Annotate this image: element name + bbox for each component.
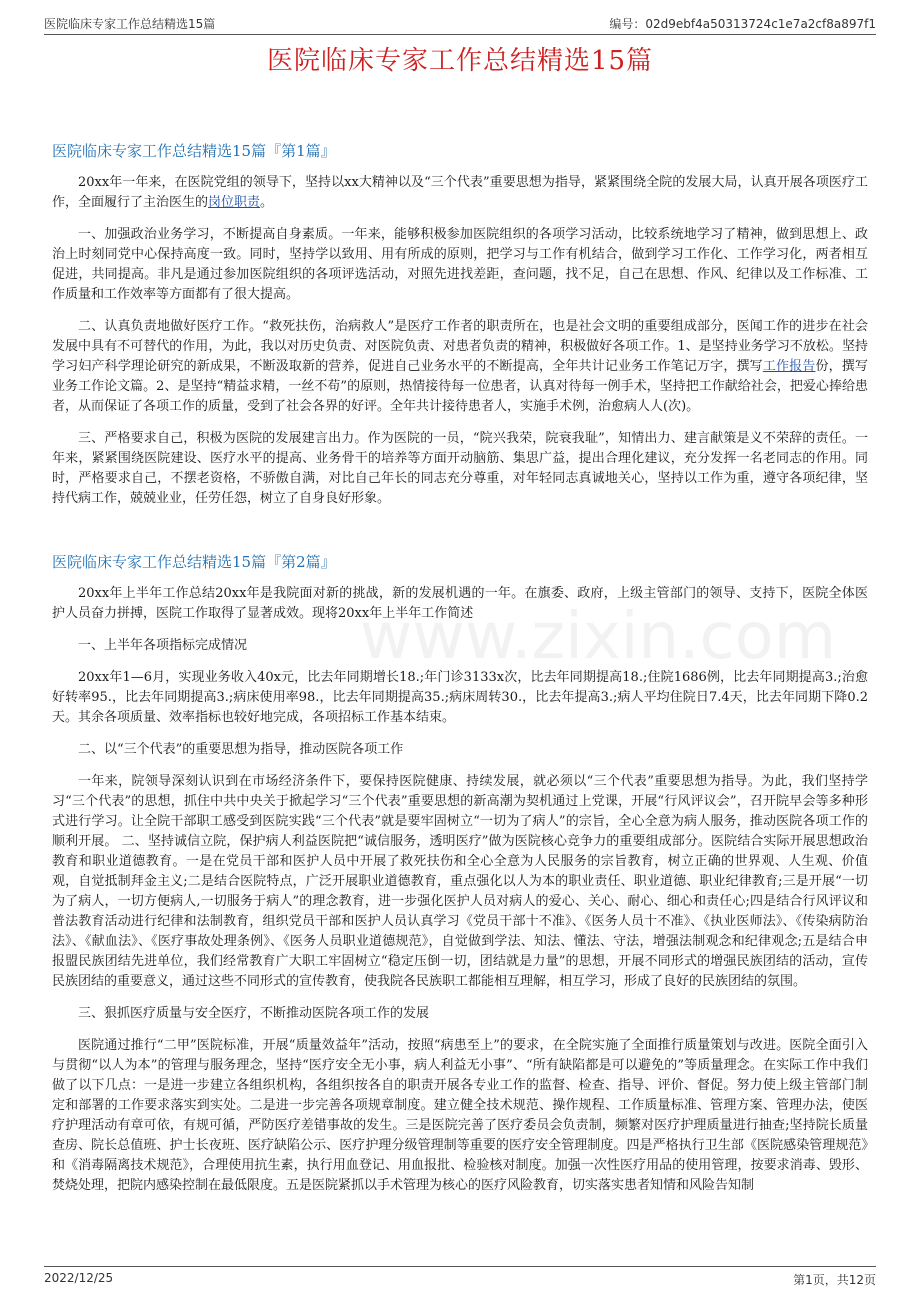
section-2-paragraph-6: 三、狠抓医疗质量与安全医疗，不断推动医院各项工作的发展 bbox=[78, 1006, 430, 1021]
section-2-heading: 医院临床专家工作总结精选15篇『第2篇』 bbox=[52, 553, 336, 571]
section-1-heading: 医院临床专家工作总结精选15篇『第1篇』 bbox=[52, 142, 336, 160]
section-2-paragraph-4: 二、以“三个代表”的重要思想为指导，推动医院各项工作 bbox=[78, 742, 404, 757]
section-1-paragraph-3-text-a: 二、认真负责地做好医疗工作。“救死扶伤，治病救人”是医疗工作者的职责所在，也是社会文明的重要组成部分，医闻工作的进步在社会发展中具有不可替代的作用，为此，我以对历史负责、对医院负责、对患者负责的精神，积极做好各项工作。1、是坚持业务学习不放松。坚持学习妇产科学理论研究的新成果，不断汲取新的营养，促进自己业务水平的不断提高，全年共计记业务工作笔记万字，撰写 bbox=[52, 319, 868, 374]
footer-page-number: 第1页，共12页 bbox=[793, 1273, 876, 1287]
section-2-paragraph-1: 20xx年上半年工作总结20xx年是我院面对新的挑战，新的发展机遇的一年。在旗委、政府，上级主管部门的领导、支持下，医院全体医护人员奋力拼搏，医院工作取得了显著成效。现将20xx年上半年工作简述 bbox=[52, 586, 868, 621]
section-1-paragraph-1-text-b: 。 bbox=[260, 195, 274, 210]
header-doc-code bbox=[609, 15, 876, 32]
header-code-label: 编号： bbox=[609, 17, 646, 31]
header-code-value: 02d9ebf4a50313724c1e7a2cf8a897f1 bbox=[645, 17, 876, 31]
section-1-paragraph-1 bbox=[52, 173, 868, 213]
section-1-paragraph-1-text-a: 20xx年一年来，在医院党组的领导下，坚持以xx大精神以及“三个代表”重要思想为指导，紧紧围绕全院的发展大局，认真开展各项医疗工作，全面履行了主治医生的 bbox=[52, 175, 868, 210]
section-2-paragraph-7: 医院通过推行“二甲”医院标准，开展“质量效益年”活动，按照“病患至上”的要求，在全院实施了全面推行质量策划与改进。医院全面引入与贯彻“以人为本”的管理与服务理念，坚持“医疗安全无小事，病人利益无小事”、“所有缺陷都是可以避免的”等质量理念。在实际工作中我们做了以下几点：一是进一步建立各组织机构，各组织按各自的职责开展各专业工作的监督、检查、指导、评价、督促。努力使上级主管部门制定和部署的工作要求落实到实处。二是进一步完善各项规章制度。建立健全技术规范、操作规程、工作质量标准、管理方案、管理办法，使医疗护理活动有章可依，有规可循，严防医疗差错事故的发生。三是医院完善了医疗委员会负责制，频繁对医疗护理质量进行抽查;坚持院长质量查房、院长总值班、护士长夜班、医疗缺陷公示、医疗护理分级管理制等重要的医疗安全管理制度。四是严格执行卫生部《医院感染管理规范》和《消毒隔离技术规范》，合理使用抗生素，执行用血登记、用血报批、检验核对制度。加强一次性医疗用品的使用管理，按要求消毒、毁形、焚烧处理，把院内感染控制在最低限度。五是医院紧抓以手术管理为核心的医疗风险教育，切实落实患者知情和风险告知制 bbox=[52, 1038, 868, 1193]
link-job-duties[interactable]: 岗位职责 bbox=[208, 195, 261, 210]
section-2-paragraph-5: 一年来，院领导深刻认识到在市场经济条件下，要保持医院健康、持续发展，就必须以“三个代表”重要思想为指导。为此，我们坚持学习“三个代表”的思想，抓住中共中央关于掀起学习“三个代表”重要思想的新高潮为契机通过上党课，开展“行风评议会”，召开院早会等多种形式进行学习。让全院干部职工感受到医院实践“三个代表”就是要牢固树立“一切为了病人”的宗旨，全心全意为病人服务，推动医院各项工作的顺利开展。 二、坚持诚信立院，保护病人利益医院把“诚信服务，透明医疗”做为医院核心竞争力的重要组成部分。医院结合实际开展思想政治教育和职业道德教育。一是在党员干部和医护人员中开展了救死扶伤和全心全意为人民服务的宗旨教育，树立正确的世界观、人生观、价值观，自觉抵制拜金主义;二是结合医院特点，广泛开展职业道德教育，重点强化以人为本的职业责任、职业道德、职业纪律教育;三是开展“一切为了病人，一切方便病人,一切服务于病人”的理念教育，进一步强化医护人员对病人的爱心、关心、耐心、细心和责任心;四是结合行风评议和普法教育活动进行纪律和法制教育，组织党员干部和医护人员认真学习《党员干部十不准》、《医务人员十不准》、《执业医师法》、《传染病防治法》、《献血法》、《医疗事故处理条例》、《医务人员职业道德规范》，自觉做到学法、知法、懂法、守法，增强法制观念和纪律观念;五是结合申报盟民族团结先进单位，我们经常教育广大职工牢固树立“稳定压倒一切，团结就是力量”的思想，开展不同形式的增强民族团结的活动，宣传民族团结的重要意义，通过这些不同形式的宣传教育，使我院各民族职工都能相互理解，相互学习，形成了良好的民族团结的氛围。 bbox=[52, 774, 868, 989]
document-body bbox=[52, 140, 868, 1208]
footer-date: 2022/12/25 bbox=[44, 1271, 114, 1285]
section-1-paragraph-3 bbox=[52, 317, 868, 417]
section-2-paragraph-2: 一、上半年各项指标完成情况 bbox=[78, 638, 248, 653]
header-doc-title: 医院临床专家工作总结精选15篇 bbox=[44, 17, 216, 31]
section-1-paragraph-2: 一、加强政治业务学习，不断提高自身素质。一年来，能够积极参加医院组织的各项学习活动，比较系统地学习了精神，做到思想上、政治上时刻同党中心保持高度一致。同时，坚持学以致用、用有所成的原则，把学习与工作有机结合，做到学习工作化、工作学习化，两者相互促进，共同提高。非凡是通过参加医院组织的各项评选活动，对照先进找差距，查问题，找不足，自己在思想、作风、纪律以及工作标准、工作质量和工作效率等方面都有了很大提高。 bbox=[52, 227, 868, 302]
page-header bbox=[44, 12, 876, 35]
watermark: www.zixin.com bbox=[360, 600, 837, 674]
section-1-paragraph-3-text-b: 份，撰写业务工作论文篇。2、是坚持“精益求精，一丝不苟”的原则，热情接待每一位患者，认真对待每一例手术，坚持把工作献给社会，把爱心捧给患者，从而保证了各项工作的质量，受到了社会各界的好评。全年共计接待患者人，实施手术例，治愈病人人(次)。 bbox=[52, 359, 868, 414]
document-title: 医院临床专家工作总结精选15篇 bbox=[266, 46, 654, 76]
section-2-paragraph-3: 20xx年1—6月，实现业务收入40x元，比去年同期增长18.;年门诊3133x次，比去年同期提高18.;住院1686例，比去年同期提高3.;治愈好转率95.，比去年同期提高3.;病床使用率98.，比去年同期提高35.;病床周转30.，比去年提高3.;病人平均住院日7.4天，比去年同期下降0.2天。其余各项质量、效率指标也较好地完成，各项招标工作基本结束。 bbox=[52, 670, 868, 725]
section-1-paragraph-4: 三、严格要求自己，积极为医院的发展建言出力。作为医院的一员，“院兴我荣，院衰我耻”，知情出力、建言献策是义不荣辞的责任。一年来，紧紧围绕医院建设、医疗水平的提高、业务骨干的培养等方面开动脑筋、集思广益，提出合理化建议，充分发挥一名老同志的作用。同时，严格要求自己，不摆老资格，不骄傲自满，对比自己年长的同志充分尊重，对年轻同志真诚地关心，坚持以工作为重，遵守各项纪律，坚持代病工作，兢兢业业，任劳任怨，树立了自身良好形象。 bbox=[52, 431, 868, 506]
link-work-report[interactable]: 工作报告 bbox=[762, 359, 816, 374]
page-footer bbox=[44, 1266, 876, 1287]
